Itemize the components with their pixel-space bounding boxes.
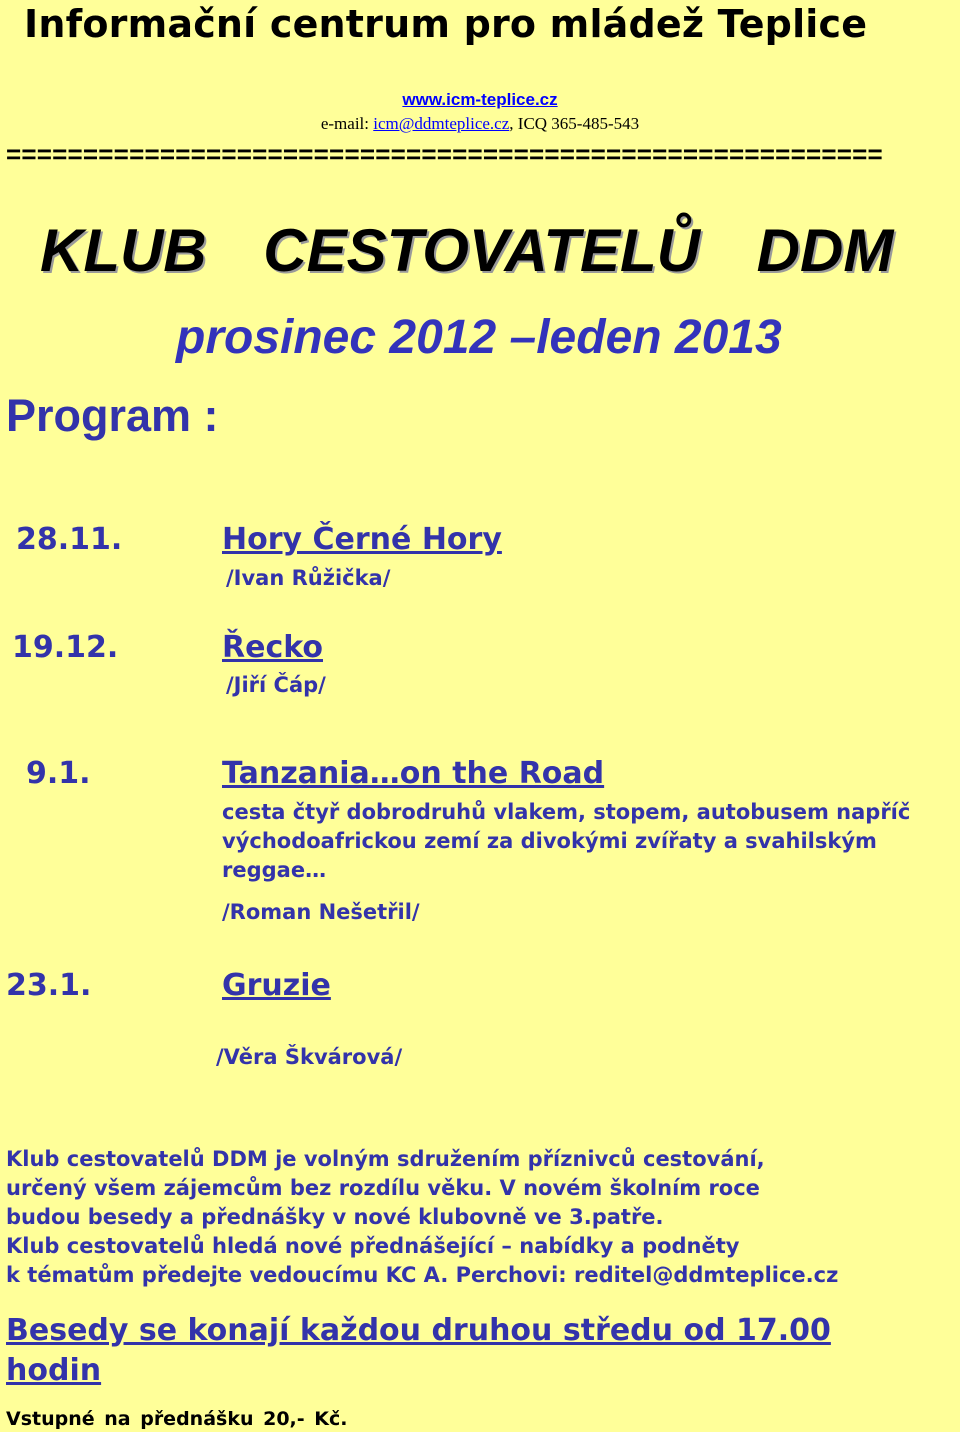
- event-title: Gruzie: [222, 968, 331, 1003]
- program-period: prosinec 2012 –leden 2013: [176, 311, 782, 364]
- info-line: k tématům předejte vedoucímu KC A. Perchovi: reditel@ddmteplice.cz: [6, 1263, 839, 1287]
- event-title: Řecko: [222, 630, 323, 665]
- club-info: [6, 1145, 960, 1290]
- info-line: Klub cestovatelů hledá nové přednášející – nabídky a podněty: [6, 1234, 740, 1258]
- info-line: Klub cestovatelů DDM je volným sdružením příznivců cestování,: [6, 1147, 765, 1171]
- email-label: e-mail:: [320, 114, 374, 133]
- program-label: Program :: [6, 390, 219, 441]
- icq-text: , ICQ 365-485-543: [509, 114, 640, 133]
- entrance-fee: Vstupné na přednášku 20,- Kč.: [6, 1408, 348, 1430]
- event-speaker: /Ivan Růžička/: [226, 566, 391, 590]
- event-description: cesta čtyř dobrodruhů vlakem, stopem, autobusem napříč východoafrickou zemí za divokými zvířaty a svahilským reggae…: [222, 800, 911, 882]
- event-speaker: /Roman Nešetřil/: [222, 900, 420, 924]
- info-line: budou besedy a přednášky v nové klubovně ve 3.patře.: [6, 1205, 664, 1229]
- club-name: KLUB CESTOVATELŮ DDM: [40, 217, 894, 284]
- contact-line: [0, 114, 960, 134]
- event-speaker: /Věra Škvárová/: [216, 1045, 403, 1069]
- separator-line: =========================================================: [6, 139, 883, 169]
- event-speaker: /Jiří Čáp/: [226, 673, 326, 697]
- website-link[interactable]: www.icm-teplice.cz: [402, 90, 558, 109]
- event-date: 23.1.: [6, 968, 92, 1003]
- schedule-note: Besedy se konají každou druhou středu od 17.00 hodin: [6, 1313, 831, 1388]
- event-date: 19.12.: [12, 630, 119, 665]
- info-line: určený všem zájemcům bez rozdílu věku. V novém školním roce: [6, 1176, 760, 1200]
- event-date: 9.1.: [26, 756, 91, 791]
- event-title: Hory Černé Hory: [222, 522, 502, 557]
- event-title: Tanzania…on the Road: [222, 756, 605, 791]
- email-link[interactable]: icm@ddmteplice.cz: [373, 114, 510, 133]
- page-title: Informační centrum pro mládež Teplice: [24, 2, 868, 46]
- event-date: 28.11.: [16, 522, 123, 557]
